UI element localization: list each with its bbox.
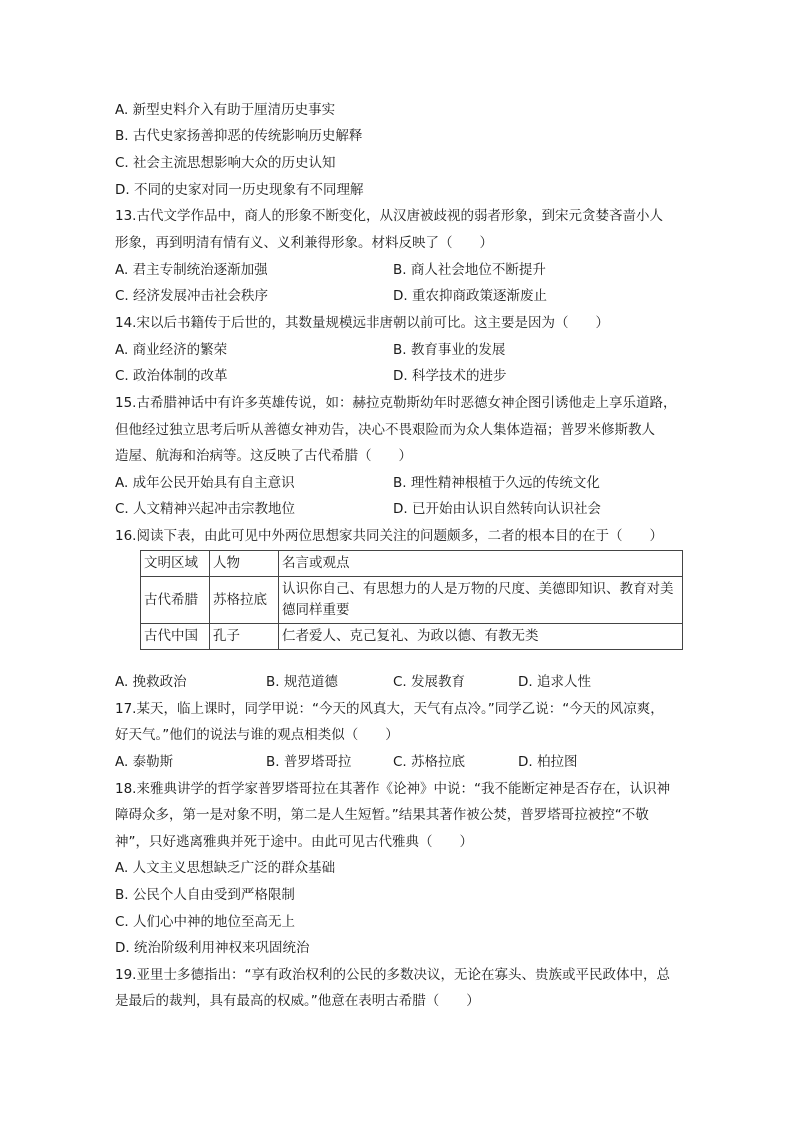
table-row (141, 624, 683, 650)
q16-table (140, 550, 683, 650)
q13-option-b: B. 商人社会地位不断提升 (393, 262, 546, 278)
q15-stem-line2: 但他经过独立思考后听从善德女神劝告，决心不畏艰险而为众人集体造福；普罗米修斯教人 (115, 422, 655, 438)
q18-option-b: B. 公民个人自由受到严格限制 (115, 887, 295, 903)
table-cell: 孔子 (210, 624, 279, 650)
q12-option-a: A. 新型史料介入有助于厘清历史事实 (115, 102, 336, 118)
table-header-row (141, 551, 683, 577)
q13-stem-line1: 13.古代文学作品中，商人的形象不断变化，从汉唐被歧视的弱者形象，到宋元贪婪吝啬小人 (115, 208, 663, 224)
q17-option-b: B. 普罗塔哥拉 (266, 754, 352, 770)
q17-option-c: C. 苏格拉底 (393, 754, 466, 770)
table-cell (279, 577, 683, 624)
q16-option-b: B. 规范道德 (266, 674, 338, 690)
q14-stem-line1: 14.宋以后书籍传于后世的，其数量规模远非唐朝以前可比。这主要是因为（ ） (115, 315, 609, 331)
table-header-cell: 名言或观点 (279, 551, 683, 577)
q18-stem-line3: 神”，只好逃离雅典并死于途中。由此可见古代雅典（ ） (115, 834, 473, 850)
table-cell: 古代希腊 (141, 577, 210, 624)
q15-option-a: A. 成年公民开始具有自主意识 (115, 475, 295, 491)
q15-stem-line3: 造屋、航海和治病等。这反映了古代希腊（ ） (115, 448, 412, 464)
table-header-cell: 人物 (210, 551, 279, 577)
q19-stem-line1: 19.亚里士多德指出：“享有政治权利的公民的多数决议，无论在寡头、贵族或平民政体中，总 (115, 967, 670, 983)
q16-stem-line1: 16.阅读下表，由此可见中外两位思想家共同关注的问题颇多，二者的根本目的在于（ ） (115, 528, 663, 544)
table-cell: 仁者爱人、克己复礼、为政以德、有教无类 (279, 624, 683, 650)
q12-option-b: B. 古代史家扬善抑恶的传统影响历史解释 (115, 128, 363, 144)
q17-stem-line1: 17.某天，临上课时，同学甲说：“今天的风真大，天气有点冷。”同学乙说：“今天的风凉爽， (115, 701, 664, 717)
table-cell-line: 认识你自己、有思想力的人是万物的尺度、美德即知识、教育对美 (282, 581, 674, 597)
q13-option-c: C. 经济发展冲击社会秩序 (115, 288, 269, 304)
q16-option-d: D. 追求人性 (518, 674, 591, 690)
table-row (141, 577, 683, 624)
q14-option-d: D. 科学技术的进步 (393, 368, 507, 384)
q13-option-d: D. 重农抑商政策逐渐废止 (393, 288, 547, 304)
q15-option-d: D. 已开始由认识自然转向认识社会 (393, 501, 601, 517)
q18-stem-line2: 障碍众多，第一是对象不明，第二是人生短暂。”结果其著作被公焚，普罗塔哥拉被控“不敬 (115, 807, 649, 823)
q19-stem-line2: 是最后的裁判，具有最高的权威。”他意在表明古希腊（ ） (115, 993, 480, 1009)
q18-option-a: A. 人文主义思想缺乏广泛的群众基础 (115, 860, 336, 876)
q18-option-d: D. 统治阶级利用神权来巩固统治 (115, 940, 310, 956)
q16-option-a: A. 挽救政治 (115, 674, 187, 690)
q15-option-c: C. 人文精神兴起冲击宗教地位 (115, 501, 296, 517)
table-cell: 苏格拉底 (210, 577, 279, 624)
q15-option-b: B. 理性精神根植于久远的传统文化 (393, 475, 600, 491)
q12-option-d: D. 不同的史家对同一历史现象有不同理解 (115, 182, 364, 198)
q14-option-b: B. 教育事业的发展 (393, 342, 506, 358)
q17-stem-line2: 好天气。”他们的说法与谁的观点相类似（ ） (115, 727, 399, 743)
q14-option-a: A. 商业经济的繁荣 (115, 342, 228, 358)
q18-stem-line1: 18.来雅典讲学的哲学家普罗塔哥拉在其著作《论神》中说：“我不能断定神是否存在，认识神 (115, 781, 670, 797)
q14-option-c: C. 政治体制的改革 (115, 368, 228, 384)
q17-option-d: D. 柏拉图 (518, 754, 578, 770)
q13-option-a: A. 君主专制统治逐渐加强 (115, 262, 268, 278)
q18-option-c: C. 人们心中神的地位至高无上 (115, 914, 296, 930)
q15-stem-line1: 15.古希腊神话中有许多英雄传说，如：赫拉克勒斯幼年时恶德女神企图引诱他走上享乐道路， (115, 395, 677, 411)
table-cell-line: 德同样重要 (282, 602, 350, 618)
table-header-cell: 文明区域 (141, 551, 210, 577)
table-cell: 古代中国 (141, 624, 210, 650)
q16-option-c: C. 发展教育 (393, 674, 466, 690)
q17-option-a: A. 泰勒斯 (115, 754, 174, 770)
q12-option-c: C. 社会主流思想影响大众的历史认知 (115, 155, 336, 171)
q13-stem-line2: 形象，再到明清有情有义、义利兼得形象。材料反映了（ ） (115, 235, 493, 251)
